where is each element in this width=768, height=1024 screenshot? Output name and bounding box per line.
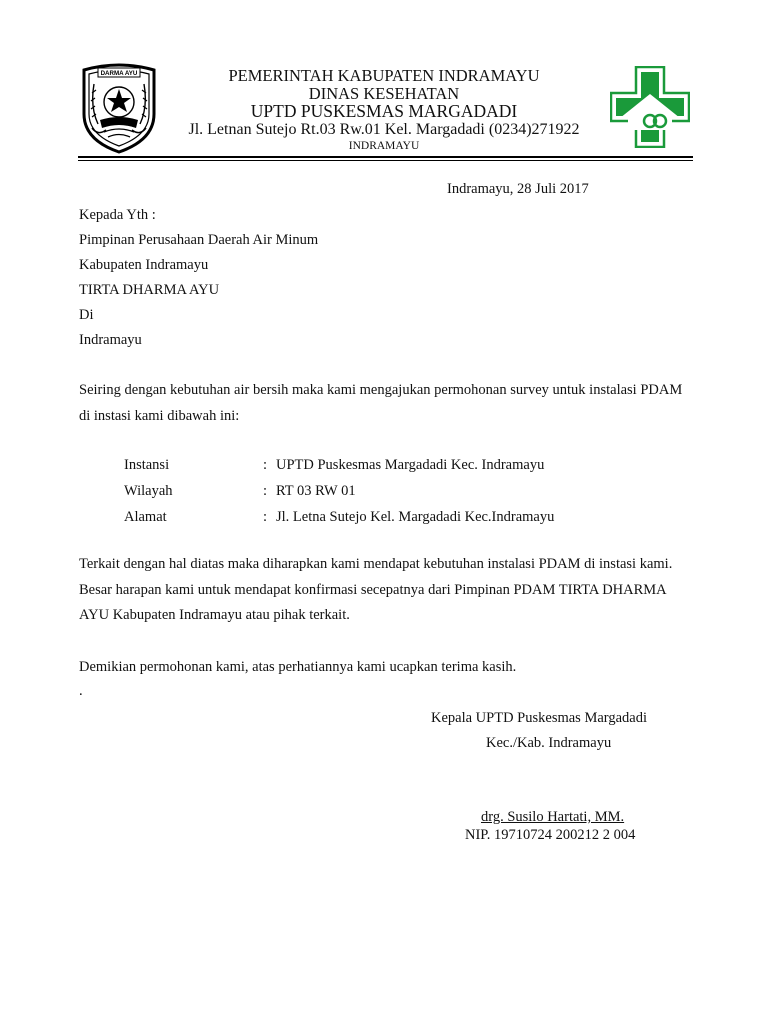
letterhead-line-city: INDRAMAYU [348,140,420,152]
intro-paragraph [79,378,691,429]
recipient-line-1: Pimpinan Perusahaan Daerah Air Minum [79,232,319,248]
request-text: Terkait dengan hal diatas maka diharapkan kami mendapat kebutuhan instalasi PDAM di instasi kami. Besar harapan kami untuk mendapat konfirmasi secepatnya dari Pimpinan PDAM TIRTA DHARMA AYU Kabupaten Indramayu atau pihak terkait. [79,556,673,623]
signature-title-2: Kec./Kab. Indramayu [486,735,612,751]
recipient-line-2: Kabupaten Indramayu [79,257,209,273]
intro-text: Seiring dengan kebutuhan air bersih maka kami mengajukan permohonan survey untuk instalasi PDAM di instasi kami dibawah ini: [79,382,683,424]
signature-nip: NIP. 19710724 200212 2 004 [465,827,636,843]
letterhead-line-institution: UPTD PUSKESMAS MARGADADI [250,101,518,121]
detail-sep-wilayah: : [263,483,268,499]
letter-date: Indramayu, 28 Juli 2017 [447,181,589,197]
detail-value-alamat: Jl. Letna Sutejo Kel. Margadadi Kec.Indramayu [276,509,555,525]
request-paragraph [79,552,691,629]
letterhead-line-department: DINAS KESEHATAN [308,84,460,103]
signature-name: drg. Susilo Hartati, MM. [481,809,625,825]
closing-dot: . [79,683,83,699]
detail-value-instansi: UPTD Puskesmas Margadadi Kec. Indramayu [276,457,545,473]
detail-label-alamat: Alamat [124,509,167,525]
recipient-salutation: Kepada Yth : [79,207,156,223]
letterhead-line-government: PEMERINTAH KABUPATEN INDRAMAYU [228,66,540,85]
detail-sep-instansi: : [263,457,268,473]
detail-value-wilayah: RT 03 RW 01 [276,483,356,499]
detail-sep-alamat: : [263,509,268,525]
detail-label-instansi: Instansi [124,457,170,473]
signature-title-1: Kepala UPTD Puskesmas Margadadi [431,710,647,726]
letterhead-line-address: Jl. Letnan Sutejo Rt.03 Rw.01 Kel. Margadadi (0234)271922 [188,121,580,138]
emblem-banner-text: DARMA AYU [100,70,138,77]
letterhead-divider-thick [78,156,693,158]
detail-label-wilayah: Wilayah [124,483,173,499]
recipient-line-4: Di [79,307,94,323]
recipient-line-3: TIRTA DHARMA AYU [79,282,220,298]
letterhead [0,0,768,170]
letterhead-divider-thin [78,160,693,161]
recipient-line-5: Indramayu [79,332,142,348]
closing-sentence: Demikian permohonan kami, atas perhatiannya kami ucapkan terima kasih. [79,659,517,675]
